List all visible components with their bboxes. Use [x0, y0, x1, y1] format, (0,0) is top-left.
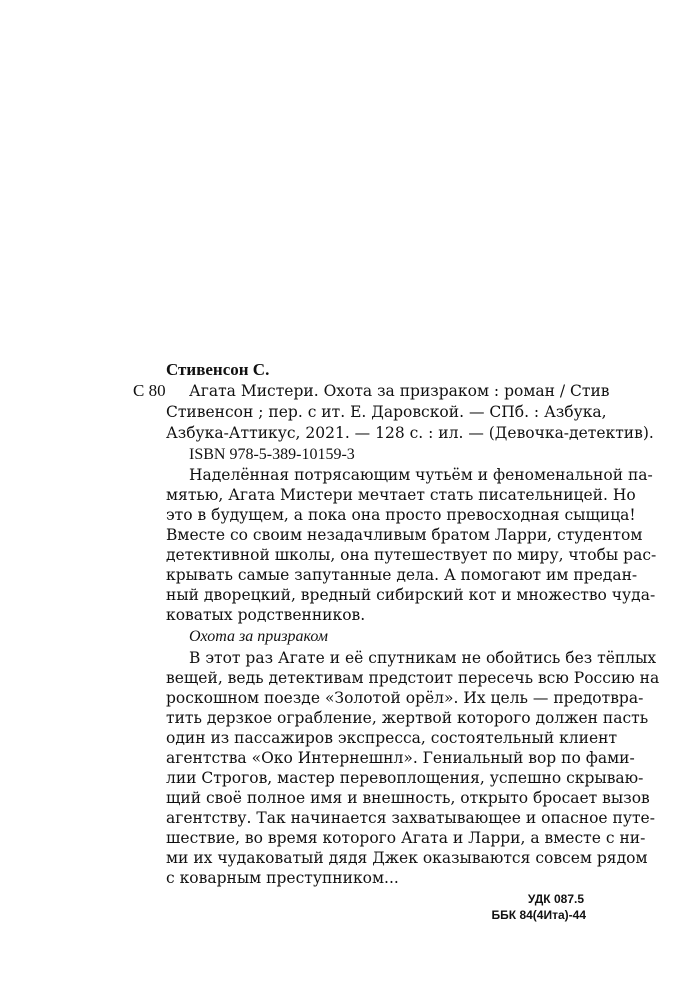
story-line: роскошном поезде «Золотой орёл». Их цель — предотвра-: [166, 689, 644, 707]
author-sign-code: С 80: [133, 381, 166, 400]
story-line: лии Строгов, мастер перевоплощения, успешно скрываю-: [166, 769, 644, 787]
story-line: тить дерзкое ограбление, жертвой которого должен пасть: [166, 709, 649, 727]
annotation-line: детективной школы, она путешествует по миру, чтобы рас-: [166, 546, 657, 564]
story-subtitle: Охота за призраком: [189, 628, 328, 645]
bib-line: Азбука-Аттикус, 2021. — 128 с. : ил. — (Девочка-детектив).: [166, 424, 654, 442]
annotation-line: Наделённая потрясающим чутьём и феноменальной па-: [189, 466, 653, 484]
story-line: один из пассажиров экспресса, состоятельный клиент: [166, 729, 618, 747]
udk-code: УДК 087.5: [527, 892, 584, 906]
isbn: ISBN 978-5-389-10159-3: [189, 446, 355, 463]
annotation-line: коватых родственников.: [166, 606, 366, 624]
bbk-code: ББК 84(4Ита)-44: [491, 908, 586, 922]
story-line: агентства «Око Интернешнл». Гениальный вор по фами-: [166, 749, 635, 767]
bib-line: Агата Мистери. Охота за призраком : роман / Стив: [189, 382, 610, 400]
annotation-line: Вместе со своим незадачливым братом Ларри, студентом: [166, 526, 643, 544]
story-line: с коварным преступником...: [166, 869, 399, 887]
author-name: Стивенсон С.: [166, 360, 270, 379]
story-line: вещей, ведь детективам предстоит пересечь всю Россию на: [166, 669, 660, 687]
annotation-line: это в будущем, а пока она просто превосходная сыщица!: [166, 506, 636, 524]
story-line: шествие, во время которого Агата и Ларри, а вместе с ни-: [166, 829, 646, 847]
bib-line: Стивенсон ; пер. с ит. Е. Даровской. — СПб. : Азбука,: [166, 403, 607, 421]
annotation-line: мятью, Агата Мистери мечтает стать писательницей. Но: [166, 486, 636, 504]
story-line: агентству. Так начинается захватывающее и опасное путе-: [166, 809, 655, 827]
annotation-line: ный дворецкий, вредный сибирский кот и множество чуда-: [166, 586, 656, 604]
story-line: щий своё полное имя и внешность, открыто бросает вызов: [166, 789, 650, 807]
story-line: В этот раз Агате и её спутникам не обойтись без тёплых: [189, 649, 657, 667]
story-line: ми их чудаковатый дядя Джек оказываются совсем рядом: [166, 849, 648, 867]
annotation-line: крывать самые запутанные дела. А помогают им предан-: [166, 566, 638, 584]
